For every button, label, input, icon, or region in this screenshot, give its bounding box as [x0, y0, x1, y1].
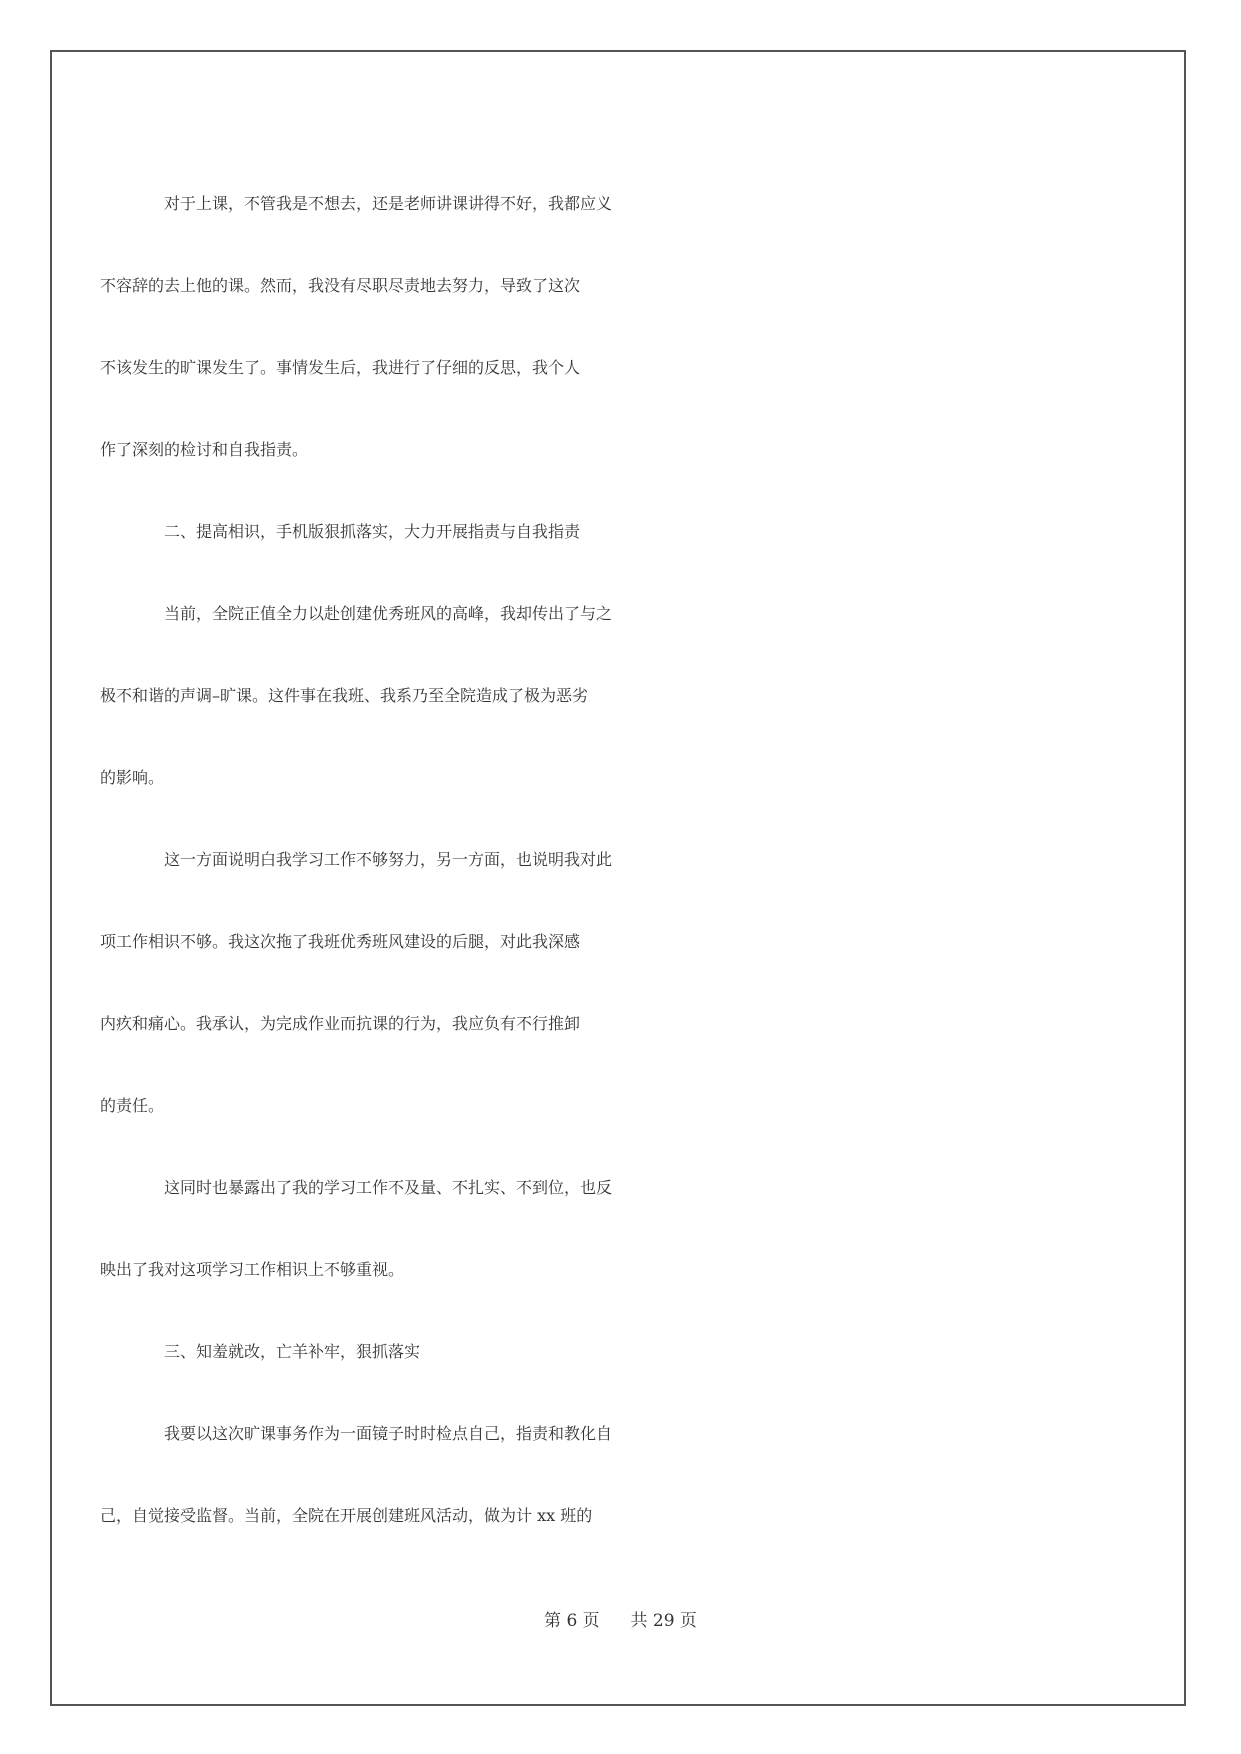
text-line: 我要以这次旷课事务作为一面镜子时时检点自己，指责和教化自 [164, 1424, 613, 1443]
paragraph [100, 1147, 1100, 1311]
paragraph [100, 819, 1100, 1147]
text-line: 不容辞的去上他的课。然而，我没有尽职尽责地去努力，导致了这次 [100, 276, 581, 295]
document-body [100, 163, 1100, 1557]
page-number: 第 6 页 [544, 1611, 600, 1631]
section-heading [100, 1311, 1100, 1393]
text-line: 的影响。 [100, 768, 165, 787]
text-line: 内疚和痛心。我承认，为完成作业而抗课的行为，我应负有不行推卸 [100, 1014, 581, 1033]
text-line: 极不和谐的声调–旷课。这件事在我班、我系乃至全院造成了极为恶劣 [100, 686, 589, 705]
text-line: 当前，全院正值全力以赴创建优秀班风的高峰，我却传出了与之 [164, 604, 613, 623]
paragraph [100, 573, 1100, 819]
paragraph [100, 1393, 1100, 1557]
text-line: 项工作相识不够。我这次拖了我班优秀班风建设的后腿，对此我深感 [100, 932, 581, 951]
text-line: 这同时也暴露出了我的学习工作不及量、不扎实、不到位，也反 [164, 1178, 613, 1197]
section-heading [100, 491, 1100, 573]
text-line: 二、提高相识，手机版狠抓落实，大力开展指责与自我指责 [164, 522, 581, 541]
text-line: 不该发生的旷课发生了。事情发生后，我进行了仔细的反思，我个人 [100, 358, 581, 377]
text-line: 己，自觉接受监督。当前，全院在开展创建班风活动，做为计 xx 班的 [100, 1506, 593, 1525]
text-line: 的责任。 [100, 1096, 165, 1115]
text-line: 作了深刻的检讨和自我指责。 [100, 440, 309, 459]
text-line: 三、知羞就改，亡羊补牢，狠抓落实 [164, 1342, 421, 1361]
text-line: 这一方面说明白我学习工作不够努力，另一方面，也说明我对此 [164, 850, 613, 869]
page-footer [0, 1606, 1241, 1631]
page-total: 共 29 页 [630, 1611, 697, 1631]
text-line: 映出了我对这项学习工作相识上不够重视。 [100, 1260, 405, 1279]
text-line: 对于上课，不管我是不想去，还是老师讲课讲得不好，我都应义 [164, 194, 613, 213]
paragraph [100, 163, 1100, 491]
